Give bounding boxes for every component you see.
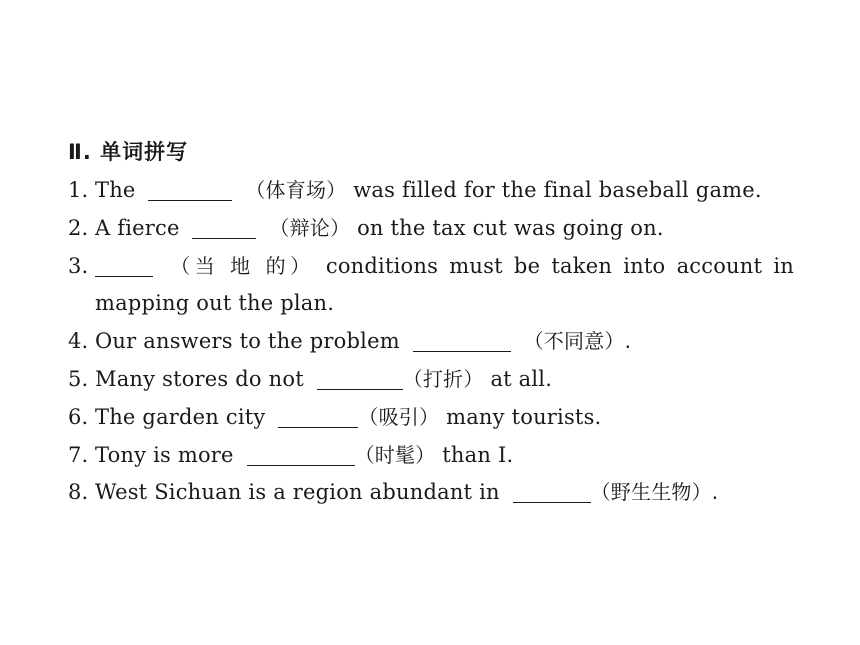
question-text	[95, 361, 794, 399]
text-after: many tourists.	[446, 404, 602, 429]
question-text	[95, 248, 794, 324]
question-number: 5.	[68, 366, 89, 391]
text-before: Our answers to the problem	[95, 329, 400, 354]
text-after: on the tax cut was going on.	[357, 215, 664, 240]
text-after: at all.	[490, 366, 553, 391]
text-after: was filled for the final baseball game.	[353, 178, 762, 202]
chinese-hint: （体育场）	[245, 178, 347, 202]
question-text	[95, 210, 794, 248]
text-before: A fierce	[95, 215, 180, 240]
question-number: 2.	[68, 215, 89, 240]
answer-blank[interactable]	[192, 216, 256, 239]
text-before: Many stores do not	[95, 366, 304, 391]
question-item	[68, 437, 794, 475]
question-text	[95, 399, 794, 437]
answer-blank[interactable]	[513, 480, 591, 503]
question-text	[95, 474, 794, 512]
question-item	[68, 172, 794, 210]
question-item	[68, 361, 794, 399]
text-before: Tony is more	[95, 442, 234, 467]
question-item	[68, 474, 794, 512]
section-heading: Ⅱ. 单词拼写	[68, 140, 189, 164]
chinese-hint: （打折）	[402, 366, 484, 391]
text-after: conditions must be taken into account in mapping out the plan.	[95, 253, 794, 316]
question-item	[68, 323, 794, 361]
question-number: 6.	[68, 404, 89, 429]
question-number: 8.	[68, 480, 89, 505]
answer-blank[interactable]	[148, 178, 232, 201]
answer-blank[interactable]	[278, 405, 358, 428]
question-number: 1.	[68, 178, 89, 202]
question-text	[95, 323, 794, 361]
text-before: The	[95, 178, 136, 202]
text-after: than I.	[442, 442, 514, 467]
answer-blank[interactable]	[317, 367, 403, 390]
text-before: West Sichuan is a region abundant in	[95, 480, 500, 505]
text-before: The garden city	[95, 404, 266, 429]
chinese-hint: （野生生物）.	[590, 480, 719, 505]
question-number: 3.	[68, 253, 89, 278]
question-text	[95, 172, 794, 210]
chinese-hint: （当 地 的）	[170, 253, 315, 278]
chinese-hint: （吸引）	[358, 404, 440, 429]
chinese-hint: （时髦）	[354, 442, 436, 467]
question-item	[68, 248, 794, 324]
answer-blank[interactable]	[413, 329, 511, 352]
chinese-hint: （辩论）	[269, 215, 351, 240]
chinese-hint: （不同意）.	[523, 329, 632, 354]
question-number: 7.	[68, 442, 89, 467]
spelling-section	[68, 136, 794, 512]
question-item	[68, 210, 794, 248]
question-text	[95, 437, 794, 475]
answer-blank[interactable]	[95, 254, 153, 277]
question-item	[68, 399, 794, 437]
question-number: 4.	[68, 329, 89, 354]
answer-blank[interactable]	[247, 443, 355, 466]
